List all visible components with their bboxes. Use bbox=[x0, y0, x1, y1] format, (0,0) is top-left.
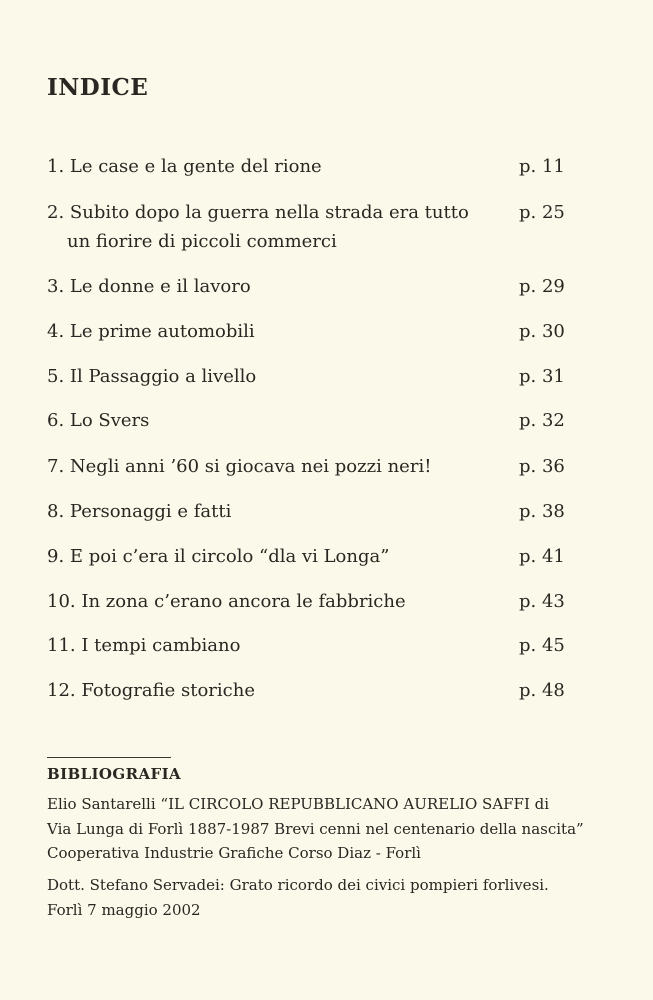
toc-entry-page: p. 38 bbox=[519, 501, 565, 522]
toc-entry-page: p. 36 bbox=[519, 456, 565, 477]
toc-entry-page: p. 31 bbox=[519, 366, 565, 387]
toc-entry-title: 5. Il Passaggio a livello bbox=[47, 366, 257, 387]
toc-entry-title-line1: 2. Subito dopo la guerra nella strada era tutto bbox=[47, 202, 469, 223]
bibliography-line: Elio Santarelli “IL CIRCOLO REPUBBLICANO AURELIO SAFFI di bbox=[47, 795, 550, 813]
toc-entry-page: p. 41 bbox=[519, 546, 565, 567]
toc-entry-title: 7. Negli anni ’60 si giocava nei pozzi neri! bbox=[47, 456, 432, 477]
bibliography-line: Via Lunga di Forlì 1887-1987 Brevi cenni nel centenario della nascita” bbox=[47, 819, 584, 838]
toc-entry-page: p. 11 bbox=[519, 156, 565, 177]
bibliography-entry bbox=[47, 873, 607, 922]
toc-entry-title: 12. Fotografie storiche bbox=[47, 680, 255, 701]
toc-entry-title: 4. Le prime automobili bbox=[47, 321, 255, 342]
toc-entry-title bbox=[47, 198, 487, 256]
page-title: INDICE bbox=[47, 74, 149, 101]
toc-entry-page: p. 43 bbox=[519, 591, 565, 612]
toc-entry-title: 10. In zona c’erano ancora le fabbriche bbox=[47, 591, 406, 612]
toc-entry-title: 1. Le case e la gente del rione bbox=[47, 156, 322, 177]
toc-entry-title-line2: un fiorire di piccoli commerci bbox=[67, 231, 337, 252]
toc-entry-title: 11. I tempi cambiano bbox=[47, 635, 241, 656]
toc-entry-title: 6. Lo Svers bbox=[47, 410, 150, 431]
bibliography-line: Dott. Stefano Servadei: Grato ricordo dei civici pompieri forlivesi. bbox=[47, 876, 549, 894]
toc-entry-page: p. 48 bbox=[519, 680, 565, 701]
toc-entry-page: p. 45 bbox=[519, 635, 565, 656]
bibliography-heading: BIBLIOGRAFIA bbox=[47, 765, 182, 783]
section-divider bbox=[47, 757, 171, 758]
toc-entry-page: p. 29 bbox=[519, 276, 565, 297]
toc-entry-page: p. 30 bbox=[519, 321, 565, 342]
toc-entry-title: 9. E poi c’era il circolo “dla vi Longa” bbox=[47, 546, 390, 567]
bibliography-line: Cooperativa Industrie Grafiche Corso Diaz - Forlì bbox=[47, 844, 421, 862]
toc-entry-title: 3. Le donne e il lavoro bbox=[47, 276, 251, 297]
bibliography-line: Forlì 7 maggio 2002 bbox=[47, 900, 201, 919]
toc-entry-page: p. 32 bbox=[519, 410, 565, 431]
toc-entry-title: 8. Personaggi e fatti bbox=[47, 501, 232, 522]
toc-entry-page: p. 25 bbox=[519, 202, 565, 223]
bibliography-entry bbox=[47, 792, 607, 866]
